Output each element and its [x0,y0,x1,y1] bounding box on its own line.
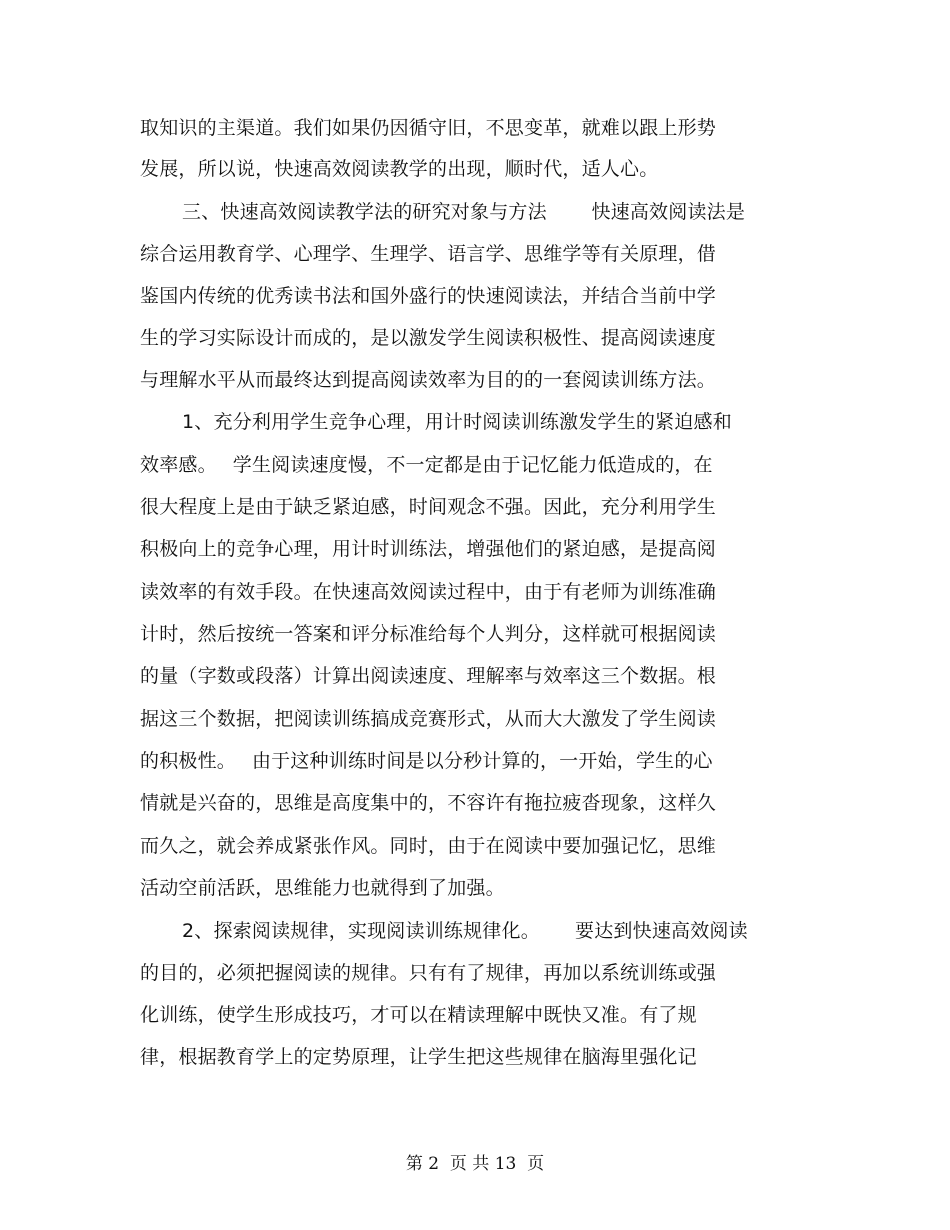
text-line: 取知识的主渠道。我们如果仍因循守旧，不思变革，就难以跟上形势 [140,117,717,139]
text-line: 化训练，使学生形成技巧，才可以在精读理解中既快又准。有了规 [140,1004,697,1026]
text-line: 据这三个数据，把阅读训练搞成竞赛形式，从而大大激发了学生阅读 [140,708,717,730]
text-line: 生的学习实际设计而成的，是以激发学生阅读积极性、提高阅读速度 [140,327,717,349]
text-line: 综合运用教育学、心理学、生理学、语言学、思维学等有关原理，借 [140,243,717,265]
text-line: 积极向上的竞争心理，用计时训练法，增强他们的紧迫感，是提高阅 [140,538,717,560]
text-line: 的量（字数或段落）计算出阅读速度、理解率与效率这三个数据。根 [140,665,717,687]
subsection-heading-line: 1、充分利用学生竞争心理，用计时阅读训练激发学生的紧迫感和 [182,411,732,433]
text-line: 律，根据教育学上的定势原理，让学生把这些规律在脑海里强化记 [140,1046,697,1068]
text-line: 而久之，就会养成紧张作风。同时，由于在阅读中要加强记忆，思维 [140,835,717,857]
text-line: 发展，所以说，快速高效阅读教学的出现，顺时代，适人心。 [140,158,659,180]
text-line: 鉴国内传统的优秀读书法和国外盛行的快速阅读法，并结合当前中学 [140,285,717,307]
text-line: 很大程度上是由于缺乏紧迫感，时间观念不强。因此，充分利用学生 [140,496,717,518]
text-line: 读效率的有效手段。在快速高效阅读过程中，由于有老师为训练准确 [140,581,717,603]
text-line: 活动空前活跃，思维能力也就得到了加强。 [140,877,505,899]
text-line: 计时，然后按统一答案和评分标准给每个人判分，这样就可根据阅读 [140,623,717,645]
page-number-footer: 第 2 页 共 13 页 [405,1154,545,1174]
section-heading-line: 三、快速高效阅读教学法的研究对象与方法 快速高效阅读法是 [182,201,746,223]
text-line: 情就是兴奋的，思维是高度集中的，不容许有拖拉疲沓现象，这样久 [140,792,717,814]
text-line: 的目的，必须把握阅读的规律。只有有了规律，再加以系统训练或强 [140,962,717,984]
text-line: 效率感。 学生阅读速度慢，不一定都是由于记忆能力低造成的，在 [140,454,713,476]
subsection-heading-line: 2、探索阅读规律，实现阅读训练规律化。 要达到快速高效阅读 [182,920,748,942]
text-line: 与理解水平从而最终达到提高阅读效率为目的的一套阅读训练方法。 [140,369,717,391]
text-line: 的积极性。 由于这种训练时间是以分秒计算的，一开始，学生的心 [140,750,713,772]
